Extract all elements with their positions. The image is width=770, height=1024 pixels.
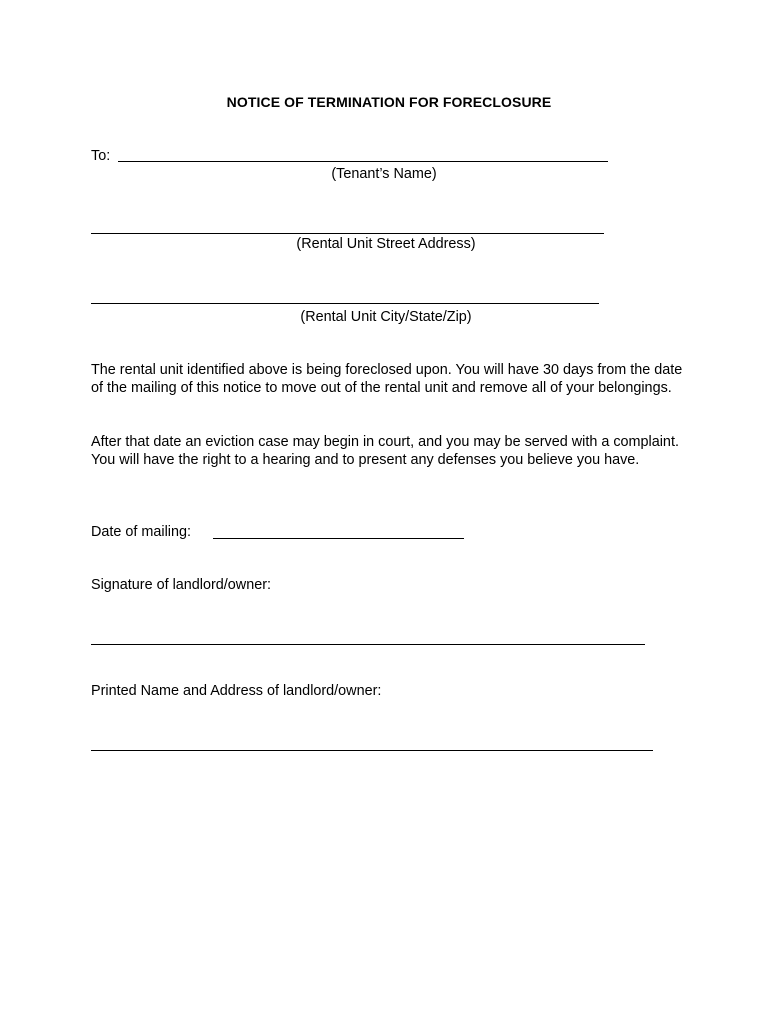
signature-label: Signature of landlord/owner:	[91, 577, 271, 593]
city-state-zip-caption: (Rental Unit City/State/Zip)	[300, 309, 472, 325]
document-title: NOTICE OF TERMINATION FOR FORECLOSURE	[226, 94, 552, 110]
signature-line[interactable]	[91, 644, 645, 645]
notice-paragraph-2: After that date an eviction case may begin in court, and you may be served with a complaint. You will have the right to a hearing and to present any defenses you believe you have.	[91, 434, 679, 468]
tenant-name-line[interactable]	[118, 161, 608, 162]
printed-name-address-line[interactable]	[91, 750, 653, 751]
printed-name-address-label: Printed Name and Address of landlord/owner:	[91, 683, 382, 699]
to-label: To:	[91, 148, 111, 164]
date-of-mailing-line[interactable]	[213, 538, 464, 539]
street-address-caption: (Rental Unit Street Address)	[296, 236, 476, 252]
tenant-name-caption: (Tenant’s Name)	[331, 166, 437, 182]
street-address-line[interactable]	[91, 233, 604, 234]
city-state-zip-line[interactable]	[91, 303, 599, 304]
date-of-mailing-label: Date of mailing:	[91, 524, 191, 540]
notice-paragraph-1: The rental unit identified above is being foreclosed upon. You will have 30 days from the date of the mailing of this notice to move out of the rental unit and remove all of your belongings.	[91, 362, 683, 396]
